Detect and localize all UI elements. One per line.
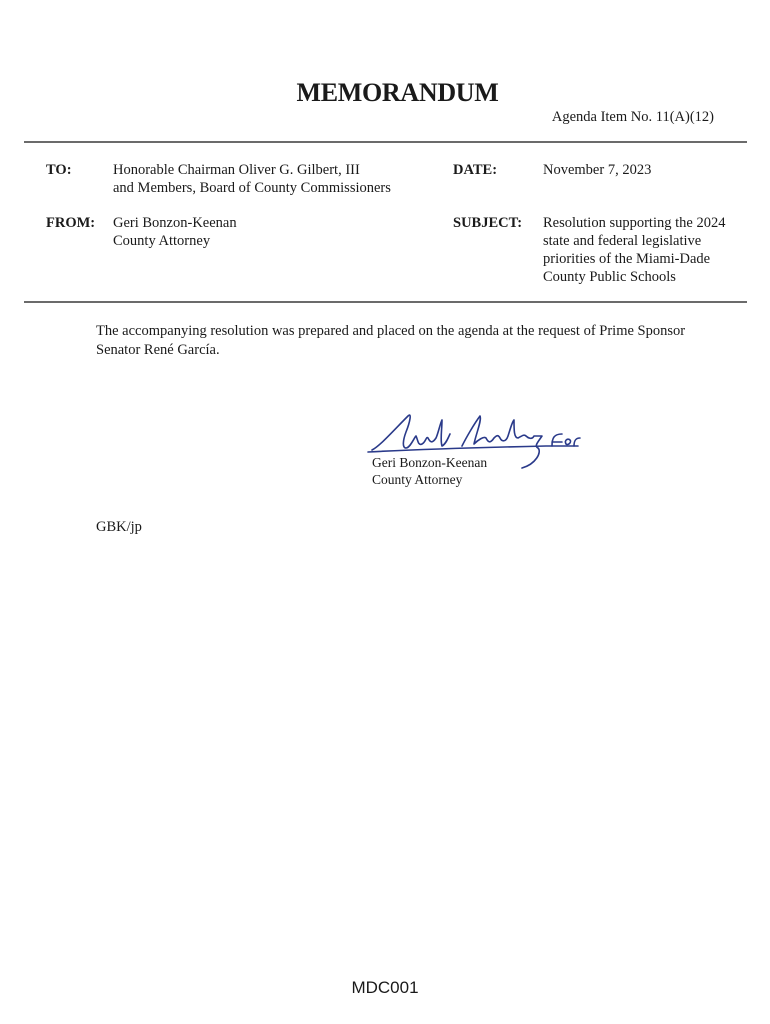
body-line: The accompanying resolution was prepared and placed on the agenda at the request of Prime Sponsor xyxy=(96,323,686,339)
memo-body xyxy=(96,322,726,360)
subject-line: County Public Schools xyxy=(543,269,676,285)
from-label: FROM: xyxy=(46,215,96,231)
from-value xyxy=(113,214,237,250)
subject-value xyxy=(543,214,743,286)
typist-initials: GBK/jp xyxy=(96,519,142,535)
agenda-item-number: Agenda Item No. 11(A)(12) xyxy=(551,109,714,125)
subject-label: SUBJECT: xyxy=(453,215,523,231)
memo-title: MEMORANDUM xyxy=(296,78,499,107)
from-line: County Attorney xyxy=(113,233,211,249)
bottom-divider xyxy=(24,301,747,303)
signatory-title: County Attorney xyxy=(372,472,463,487)
subject-line: priorities of the Miami-Dade xyxy=(543,251,711,267)
to-line: Honorable Chairman Oliver G. Gilbert, III xyxy=(113,162,360,178)
signature-block xyxy=(372,454,487,488)
body-line: Senator René García. xyxy=(96,342,220,358)
top-divider xyxy=(24,141,747,143)
signatory-name: Geri Bonzon-Keenan xyxy=(372,455,488,470)
date-value: November 7, 2023 xyxy=(543,162,652,178)
date-label: DATE: xyxy=(453,162,498,178)
subject-line: state and federal legislative xyxy=(543,233,702,249)
document-code: MDC001 xyxy=(351,978,419,997)
subject-line: Resolution supporting the 2024 xyxy=(543,215,726,231)
to-value xyxy=(113,161,433,197)
to-line: and Members, Board of County Commissioners xyxy=(113,180,391,196)
to-label: TO: xyxy=(46,162,72,178)
from-line: Geri Bonzon-Keenan xyxy=(113,215,237,231)
